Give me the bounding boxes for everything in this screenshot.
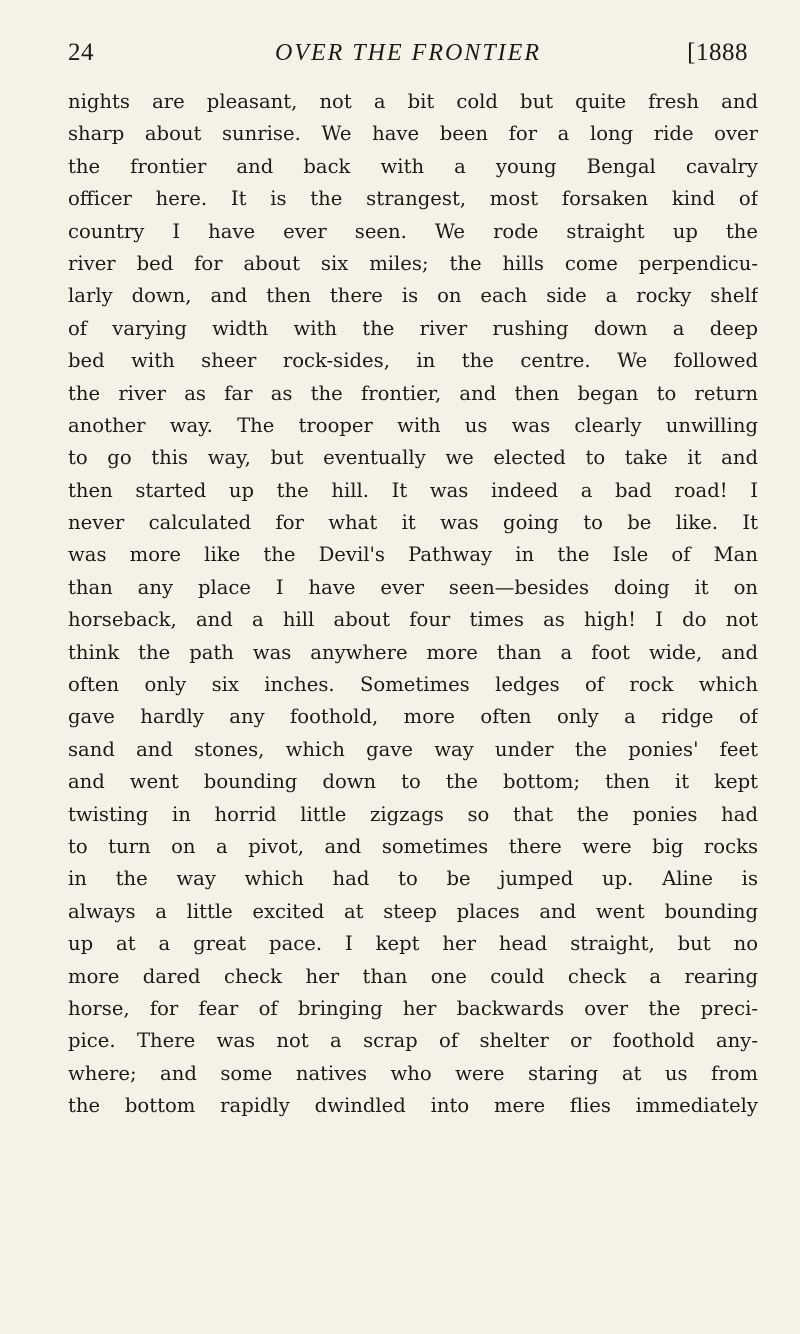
text-line: bed with sheer rock-sides, in the centre. We followed <box>68 349 758 373</box>
text-line: river bed for about six miles; the hills come perpendicu- <box>68 251 758 275</box>
text-line: the river as far as the frontier, and then began to return <box>68 381 758 405</box>
text-line: where; and some natives who were staring at us from <box>68 1061 758 1085</box>
text-line: twisting in horrid little zigzags so that the ponies had <box>68 802 758 826</box>
running-head <box>68 36 748 76</box>
text-line: and went bounding down to the bottom; then it kept <box>68 770 758 794</box>
text-line: larly down, and then there is on each side a rocky shelf <box>68 284 758 308</box>
text-line: was more like the Devil's Pathway in the Isle of Man <box>68 543 758 567</box>
text-line: up at a great pace. I kept her head straight, but no <box>68 932 758 956</box>
text-line: think the path was anywhere more than a foot wide, and <box>68 640 758 664</box>
text-line: officer here. It is the strangest, most forsaken kind of <box>68 187 758 211</box>
year-marker: [1888 <box>687 39 748 66</box>
text-line: to turn on a pivot, and sometimes there were big rocks <box>68 834 758 858</box>
text-line: nights are pleasant, not a bit cold but quite fresh and <box>68 90 758 113</box>
running-title: OVER THE FRONTIER <box>275 40 541 66</box>
text-line: often only six inches. Sometimes ledges of rock which <box>68 673 758 697</box>
text-line: then started up the hill. It was indeed a bad road! I <box>68 478 758 502</box>
text-line: pice. There was not a scrap of shelter or foothold any- <box>68 1029 758 1053</box>
text-line: of varying width with the river rushing down a deep <box>68 316 758 340</box>
text-line: to go this way, but eventually we elected to take it and <box>68 446 758 470</box>
text-line: the frontier and back with a young Bengal cavalry <box>68 154 758 178</box>
page-number: 24 <box>68 39 94 66</box>
text-line: in the way which had to be jumped up. Aline is <box>68 867 758 891</box>
text-line: more dared check her than one could check a rearing <box>68 964 758 988</box>
text-line: never calculated for what it was going to be like. It <box>68 511 758 535</box>
text-line: always a little excited at steep places and went bounding <box>68 899 758 923</box>
text-line: than any place I have ever seen—besides doing it on <box>68 575 758 599</box>
text-line: the bottom rapidly dwindled into mere flies immediately <box>68 1094 758 1118</box>
text-line: country I have ever seen. We rode straight up the <box>68 219 758 243</box>
text-line: sand and stones, which gave way under the ponies' feet <box>68 737 758 761</box>
text-line: another way. The trooper with us was clearly unwilling <box>68 413 758 437</box>
text-line: sharp about sunrise. We have been for a long ride over <box>68 122 758 146</box>
body-text <box>68 86 758 1123</box>
text-line: horse, for fear of bringing her backwards over the preci- <box>68 996 758 1020</box>
text-line: horseback, and a hill about four times as high! I do not <box>68 608 758 632</box>
text-line: gave hardly any foothold, more often only a ridge of <box>68 705 758 729</box>
